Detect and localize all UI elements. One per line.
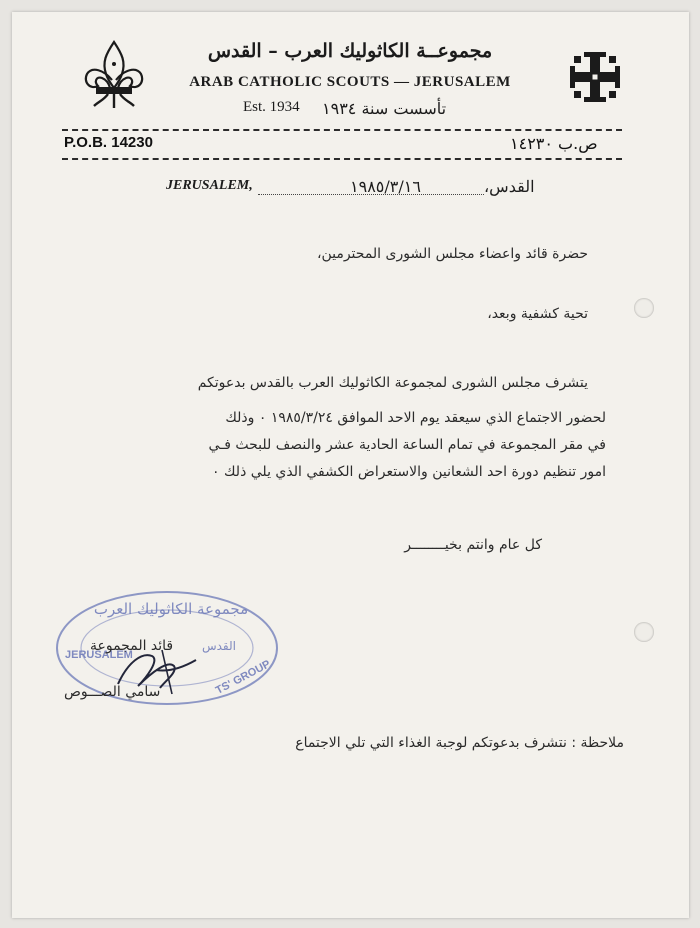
established-english: Est. 1934	[243, 99, 300, 115]
body-line: يتشرف مجلس الشورى لمجموعة الكاثوليك العرب بالقدس بدعوتكم	[197, 375, 588, 391]
body-line: امور تنظيم دورة احد الشعانين والاستعراض الكشفي الذي يلي ذلك ٠	[212, 464, 606, 480]
stamp-arabic-top: مجموعة الكاثوليك العرب	[93, 600, 249, 618]
po-box-english: P.O.B. 14230	[64, 134, 153, 151]
stamp-english-left: JERUSALEM	[65, 649, 133, 661]
date-value: ١٩٨٥/٣/١٦	[350, 177, 421, 196]
postscript-note: ملاحظة : نتشرف بدعوتكم لوجبة الغذاء التي تلي الاجتماع	[295, 735, 624, 751]
stamp-english-right: TS' GROUP	[213, 658, 273, 697]
jerusalem-cross-icon	[566, 48, 624, 106]
date-city-english: JERUSALEM,	[166, 178, 253, 193]
body-line: في مقر المجموعة في تمام الساعة الحادية عشر والنصف للبحث فـي	[208, 437, 606, 453]
date-city-arabic: القدس،	[484, 177, 535, 196]
fleur-de-lis-icon	[82, 40, 146, 112]
closing-line: كل عام وانتم بخيــــــــر	[404, 537, 542, 553]
letterhead-title-english: ARAB CATHOLIC SCOUTS — JERUSALEM	[189, 74, 511, 90]
signer-title: قائد المجموعة	[90, 638, 174, 654]
header-rule-top	[62, 129, 622, 131]
signer-name: سامي الصـــوص	[64, 684, 161, 700]
established-arabic: تأسست سنة ١٩٣٤	[322, 99, 447, 118]
body-line: لحضور الاجتماع الذي سيعقد يوم الاحد الموافق ١٩٨٥/٣/٢٤ ٠ وذلك	[225, 410, 606, 426]
punch-hole	[634, 298, 654, 318]
header-rule-bottom	[62, 158, 622, 160]
addressee-line: حضرة قائد واعضاء مجلس الشورى المحترمين،	[316, 246, 588, 262]
greeting-line: تحية كشفية وبعد،	[487, 306, 588, 322]
po-box-arabic: ص.ب ١٤٢٣٠	[510, 134, 598, 153]
stamp-arabic-mid: القدس	[201, 639, 237, 653]
letterhead-title-arabic: مجموعــة الكاثوليك العرب – القدس	[207, 40, 493, 62]
punch-hole	[634, 622, 654, 642]
